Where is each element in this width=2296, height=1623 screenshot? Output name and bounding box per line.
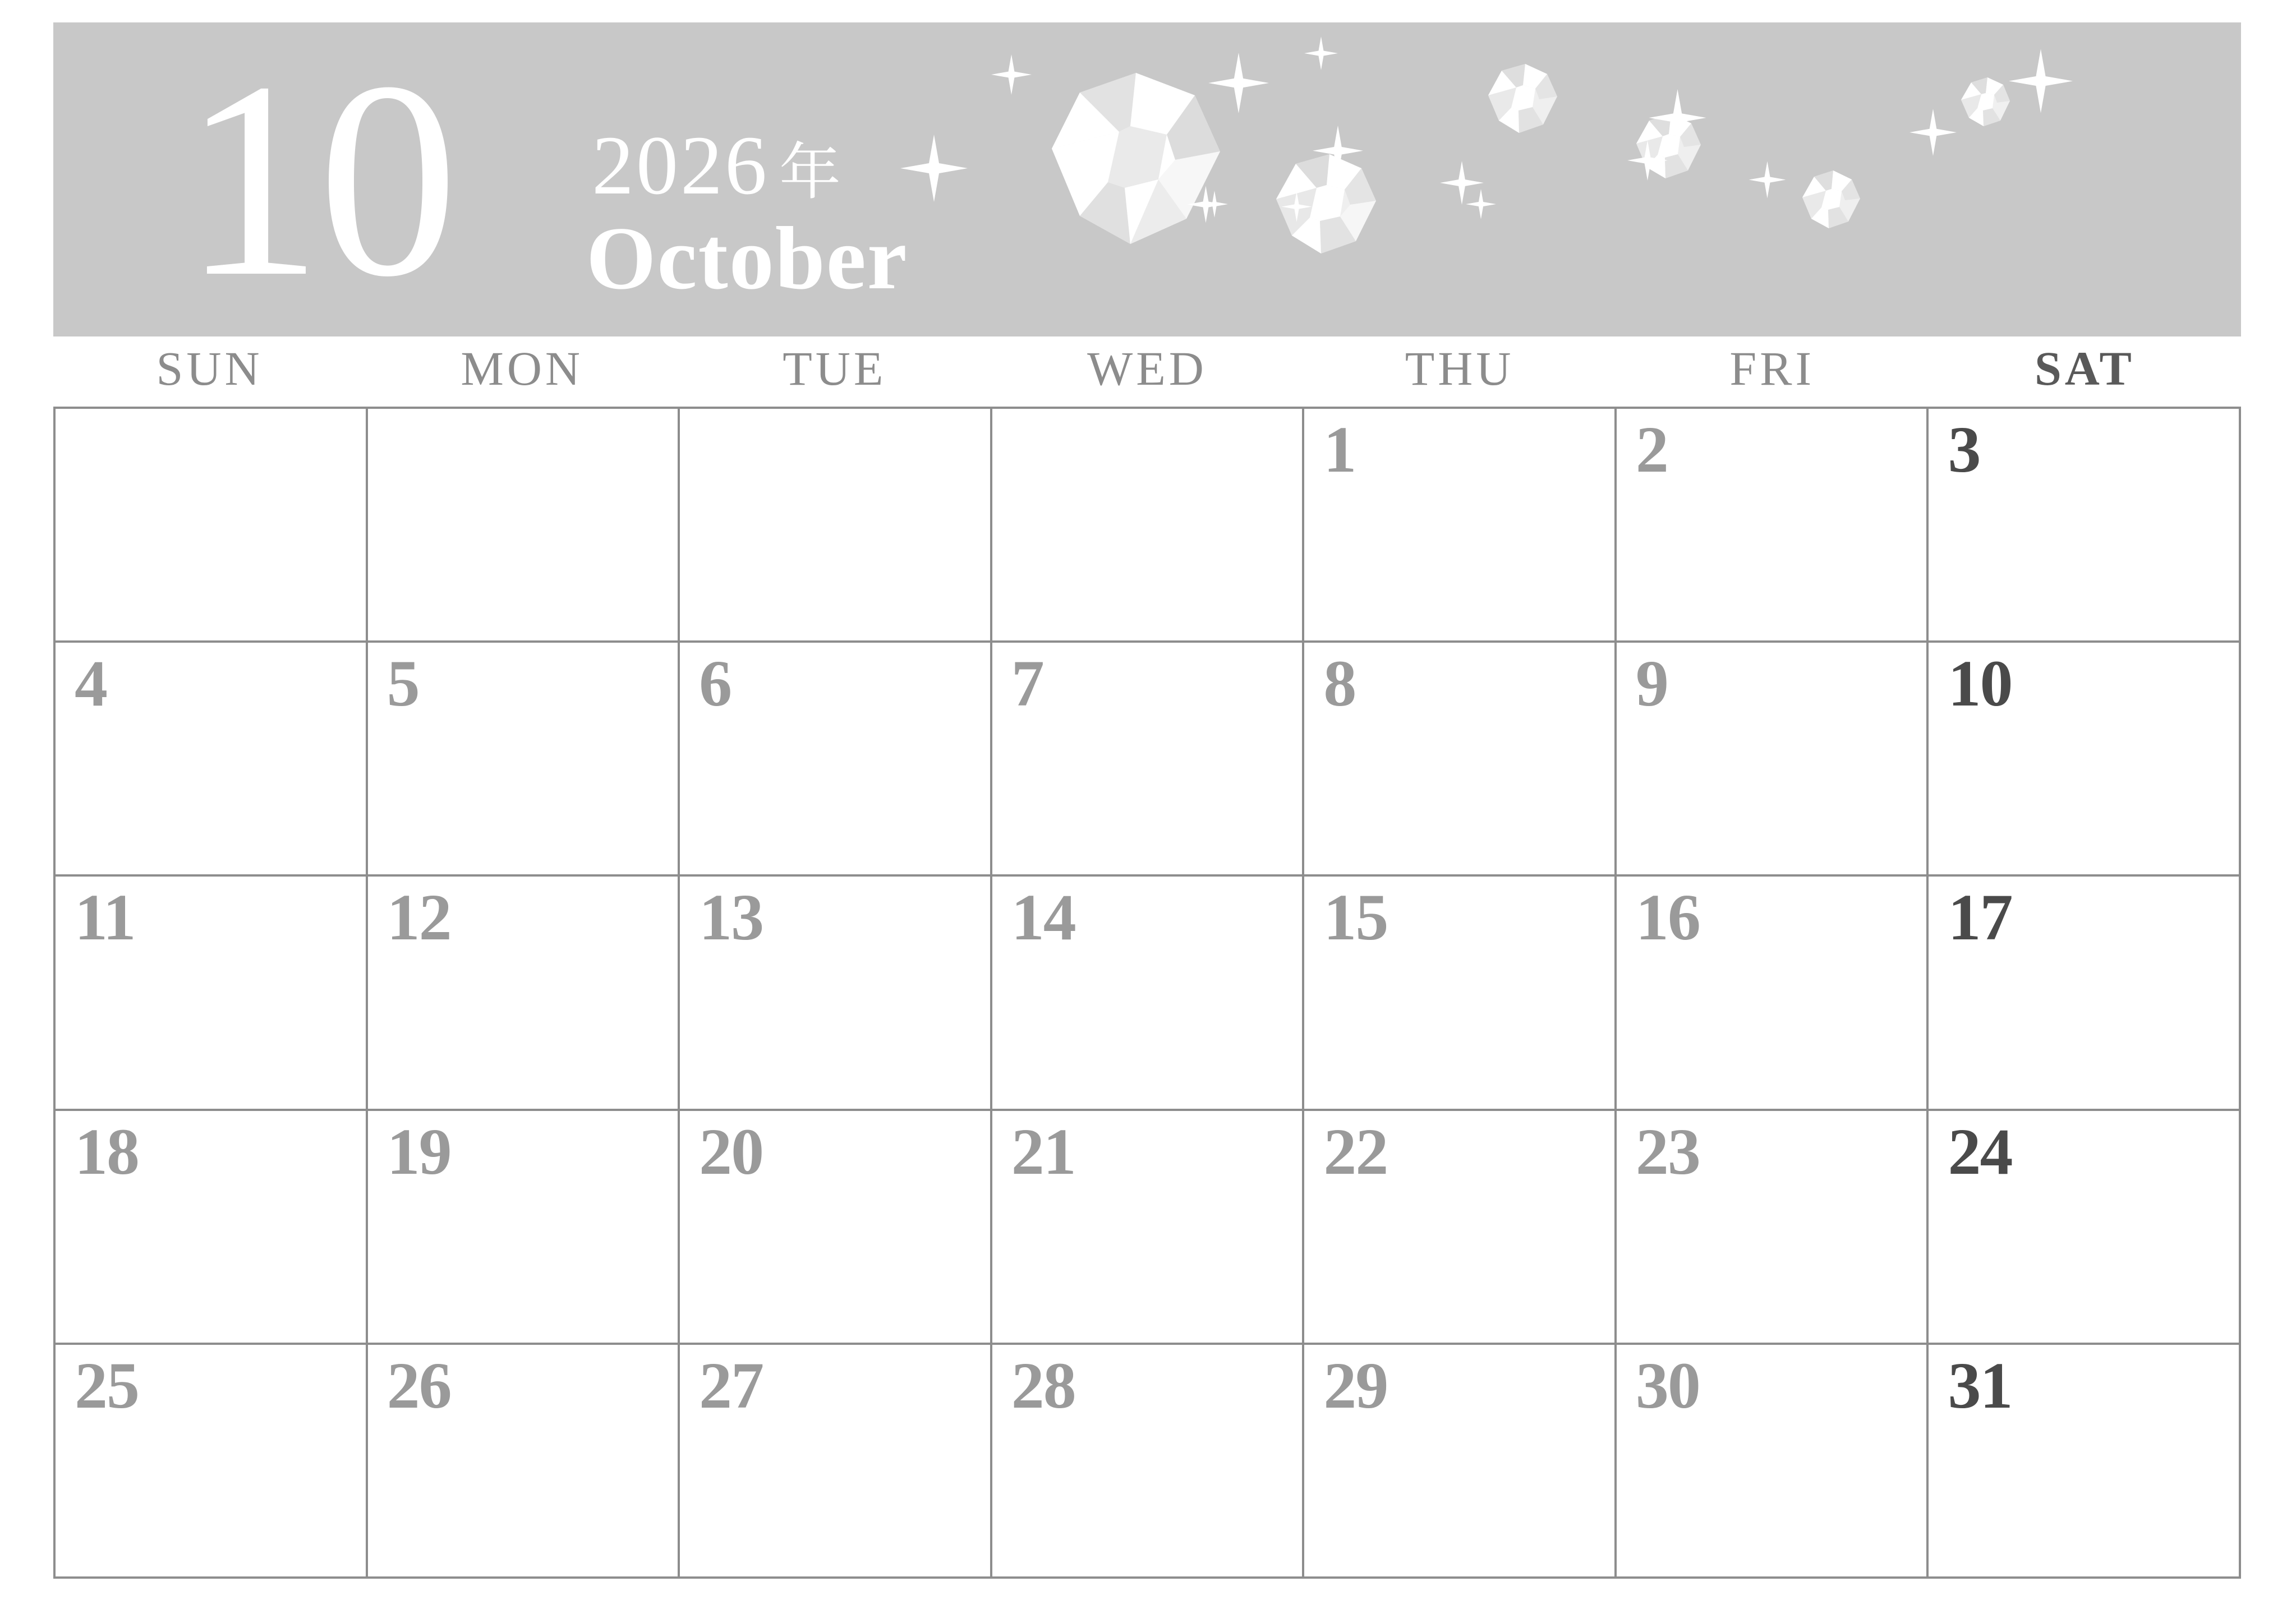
day-number: 30 bbox=[1635, 1348, 1700, 1422]
day-number: 1 bbox=[1323, 413, 1356, 486]
day-number: 21 bbox=[1011, 1114, 1075, 1188]
day-number: 27 bbox=[699, 1348, 763, 1422]
day-number: 29 bbox=[1323, 1348, 1388, 1422]
day-cell[interactable] bbox=[1929, 877, 2241, 1110]
year-label bbox=[592, 119, 843, 215]
day-cell[interactable] bbox=[1617, 643, 1929, 877]
day-cell[interactable] bbox=[680, 877, 992, 1110]
month-english-name: October bbox=[586, 208, 908, 308]
day-number: 9 bbox=[1635, 647, 1668, 721]
year-kanji: 年 bbox=[779, 139, 843, 207]
day-cell[interactable] bbox=[1304, 643, 1617, 877]
day-cell[interactable] bbox=[1617, 1111, 1929, 1345]
day-cell[interactable] bbox=[1304, 877, 1617, 1110]
day-cell[interactable] bbox=[1617, 1345, 1929, 1579]
day-number: 12 bbox=[386, 880, 451, 955]
day-cell[interactable] bbox=[56, 643, 368, 877]
day-number: 31 bbox=[1948, 1348, 2012, 1422]
calendar-week-row bbox=[56, 1111, 2241, 1345]
day-cell[interactable] bbox=[1929, 409, 2241, 643]
day-cell[interactable] bbox=[56, 1345, 368, 1579]
calendar-week-row bbox=[56, 409, 2241, 643]
day-cell[interactable] bbox=[368, 409, 680, 643]
day-cell[interactable] bbox=[992, 1345, 1305, 1579]
day-cell[interactable] bbox=[368, 643, 680, 877]
calendar-grid bbox=[53, 407, 2241, 1579]
year-number: 2026 bbox=[592, 119, 769, 212]
day-number: 7 bbox=[1011, 647, 1043, 721]
day-cell[interactable] bbox=[1929, 1345, 2241, 1579]
day-cell[interactable] bbox=[1929, 643, 2241, 877]
day-number: 24 bbox=[1948, 1114, 2012, 1188]
day-number: 10 bbox=[1948, 647, 2012, 721]
day-number: 8 bbox=[1323, 647, 1356, 721]
day-number: 26 bbox=[386, 1348, 451, 1422]
day-cell[interactable] bbox=[992, 1111, 1305, 1345]
day-cell[interactable] bbox=[56, 877, 368, 1110]
day-cell[interactable] bbox=[680, 409, 992, 643]
day-cell[interactable] bbox=[1929, 1111, 2241, 1345]
day-cell[interactable] bbox=[1617, 877, 1929, 1110]
day-cell[interactable] bbox=[368, 1111, 680, 1345]
weekday-header-thu: THU bbox=[1405, 342, 1515, 395]
day-number: 23 bbox=[1635, 1114, 1700, 1188]
day-number: 18 bbox=[75, 1114, 139, 1188]
day-number: 17 bbox=[1948, 880, 2012, 955]
day-cell[interactable] bbox=[1304, 1345, 1617, 1579]
day-number: 14 bbox=[1011, 880, 1075, 955]
day-cell[interactable] bbox=[680, 643, 992, 877]
calendar-week-row bbox=[56, 877, 2241, 1110]
day-cell[interactable] bbox=[680, 1345, 992, 1579]
weekday-header-mon: MON bbox=[461, 342, 584, 395]
weekday-header-tue: TUE bbox=[783, 342, 887, 395]
day-number: 22 bbox=[1323, 1114, 1388, 1188]
day-number: 13 bbox=[699, 880, 763, 955]
day-number: 3 bbox=[1948, 413, 1980, 486]
day-number: 20 bbox=[699, 1114, 763, 1188]
day-cell[interactable] bbox=[992, 409, 1305, 643]
day-number: 15 bbox=[1323, 880, 1388, 955]
day-number: 6 bbox=[699, 647, 731, 721]
day-number: 5 bbox=[386, 647, 419, 721]
calendar-week-row bbox=[56, 643, 2241, 877]
calendar-header-banner bbox=[53, 22, 2241, 336]
day-cell[interactable] bbox=[56, 1111, 368, 1345]
day-cell[interactable] bbox=[56, 409, 368, 643]
day-number: 25 bbox=[75, 1348, 139, 1422]
day-cell[interactable] bbox=[1617, 409, 1929, 643]
day-cell[interactable] bbox=[368, 877, 680, 1110]
day-cell[interactable] bbox=[680, 1111, 992, 1345]
day-number: 11 bbox=[75, 880, 135, 955]
day-cell[interactable] bbox=[1304, 409, 1617, 643]
weekday-header-sun: SUN bbox=[156, 342, 263, 395]
day-number: 19 bbox=[386, 1114, 451, 1188]
diamond-decoration-icon bbox=[900, 22, 2219, 336]
calendar-week-row bbox=[56, 1345, 2241, 1579]
day-cell[interactable] bbox=[368, 1345, 680, 1579]
day-number: 4 bbox=[75, 647, 107, 721]
weekday-header-wed: WED bbox=[1087, 342, 1207, 395]
weekday-header-sat: SAT bbox=[2034, 342, 2135, 395]
day-cell[interactable] bbox=[992, 643, 1305, 877]
day-number: 16 bbox=[1635, 880, 1700, 955]
weekday-header-row bbox=[53, 339, 2241, 398]
day-cell[interactable] bbox=[992, 877, 1305, 1110]
weekday-header-fri: FRI bbox=[1729, 342, 1815, 395]
day-number: 2 bbox=[1635, 413, 1668, 486]
day-cell[interactable] bbox=[1304, 1111, 1617, 1345]
day-number: 28 bbox=[1011, 1348, 1075, 1422]
month-number: 10 bbox=[182, 24, 454, 335]
